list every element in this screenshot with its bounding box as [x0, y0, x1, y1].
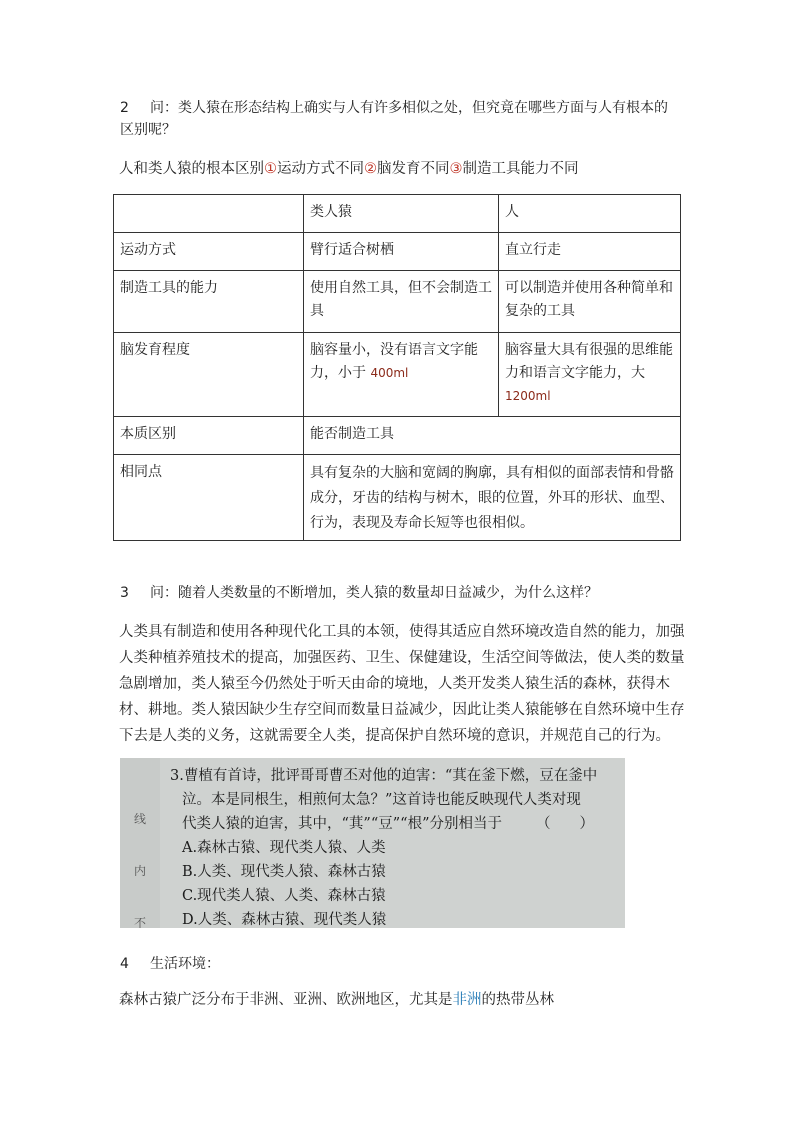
- human-brain-value: 1200ml: [505, 389, 551, 403]
- exam-question-photo: [120, 758, 625, 928]
- photo-line: 泣。本是同根生，相煎何太急？”这首诗也能反映现代人类对现: [182, 792, 581, 808]
- human-cell: 直立行走: [499, 233, 681, 271]
- answer-paren: （ ）: [536, 816, 594, 832]
- answer-text-end: 的热带丛林: [481, 992, 554, 1008]
- row-label: 运动方式: [114, 233, 304, 271]
- table-row: [114, 417, 681, 455]
- answer-text: 森林古猿广泛分布于非洲、亚洲、欧洲地区，尤其是: [119, 992, 453, 1008]
- question-4: [120, 953, 690, 975]
- highlighted-region: 非洲: [452, 992, 482, 1008]
- merged-cell: 能否制造工具: [304, 417, 681, 455]
- row-label: 脑发育程度: [114, 333, 304, 417]
- table-row: [114, 233, 681, 271]
- human-cell: [499, 333, 681, 417]
- option-c: C.现代类人猿、人类、森林古猿: [182, 888, 386, 904]
- answer-item-2: 脑发育不同: [377, 161, 450, 177]
- merged-cell: 具有复杂的大脑和宽阔的胸廓，具有相似的面部表情和骨骼成分，牙齿的结构与树木，眼的位置，外耳的形状、血型、行为，表现及寿命长短等也很相似。: [304, 455, 681, 541]
- gutter-char: 线: [134, 812, 147, 826]
- table-row: [114, 271, 681, 333]
- table-row: [114, 455, 681, 541]
- ape-brain-value: 400ml: [370, 366, 409, 380]
- gutter-char: 内: [134, 864, 147, 878]
- option-a: A.森林古猿、现代类人猿、人类: [182, 840, 386, 856]
- human-brain-text: 脑容量大具有很强的思维能力和语言文字能力，大: [505, 342, 673, 381]
- answer-3: 人类具有制造和使用各种现代化工具的本领，使得其适应自然环境改造自然的能力，加强人类种植养殖技术的提高，加强医药、卫生、保健建设，生活空间等做法，使人类的数量急剧增加，类人猿至今仍然处于听天由命的境地，人类开发类人猿生活的森林，获得木材、耕地。类人猿因缺少生存空间而数量日益减少，因此让类人猿能够在自然环境中生存下去是人类的义务，这就需要全人类，提高保护自然环境的意识，并规范自己的行为。: [119, 624, 685, 744]
- question-number: 4: [120, 956, 129, 972]
- question-3: [120, 582, 690, 604]
- question-number: 3: [120, 585, 129, 601]
- comparison-table: [113, 194, 681, 541]
- header-cell-human: 人: [499, 195, 681, 233]
- row-label: 本质区别: [114, 417, 304, 455]
- row-label: 制造工具的能力: [114, 271, 304, 333]
- answer-prefix: 人和类人猿的根本区别: [119, 161, 264, 177]
- question-text-cont: 区别呢？: [120, 122, 176, 138]
- human-cell: 可以制造并使用各种简单和复杂的工具: [499, 271, 681, 333]
- binding-gutter: [120, 758, 160, 928]
- gutter-char: 不: [134, 916, 147, 928]
- circle-2: ②: [364, 161, 377, 177]
- option-d: D.人类、森林古猿、现代类人猿: [182, 912, 387, 928]
- question-text: 生活环境：: [150, 956, 220, 972]
- circle-1: ①: [264, 161, 277, 177]
- circle-3: ③: [449, 161, 463, 177]
- table-header-row: [114, 195, 681, 233]
- photo-question-text: [170, 764, 620, 928]
- option-b: B.人类、现代类人猿、森林古猿: [182, 864, 386, 880]
- question-number: 2: [120, 100, 129, 116]
- ape-cell: 臂行适合树栖: [304, 233, 499, 271]
- header-cell-ape: 类人猿: [304, 195, 499, 233]
- question-2: [120, 97, 690, 141]
- question-text: 问：随着人类数量的不断增加，类人猿的数量却日益减少，为什么这样？: [150, 585, 598, 601]
- header-cell-empty: [114, 195, 304, 233]
- question-text: 问：类人猿在形态结构上确实与人有许多相似之处，但究竟在哪些方面与人有根本的: [150, 100, 668, 116]
- ape-cell: [304, 333, 499, 417]
- photo-line: [170, 812, 620, 836]
- ape-brain-text: 脑容量小，没有语言文字能力，小于: [310, 342, 478, 381]
- photo-line: 3.曹植有首诗，批评哥哥曹丕对他的迫害：“萁在釜下燃，豆在釜中: [170, 768, 598, 784]
- row-label: 相同点: [114, 455, 304, 541]
- answer-2: [119, 156, 689, 182]
- answer-item-1: 运动方式不同: [277, 161, 364, 177]
- photo-line-text: 代类人猿的迫害，其中，“萁”“豆”“根”分别相当于: [182, 816, 502, 832]
- table-row: [114, 333, 681, 417]
- ape-cell: 使用自然工具，但不会制造工具: [304, 271, 499, 333]
- answer-4: [119, 987, 689, 1013]
- answer-item-3: 制造工具能力不同: [462, 161, 579, 177]
